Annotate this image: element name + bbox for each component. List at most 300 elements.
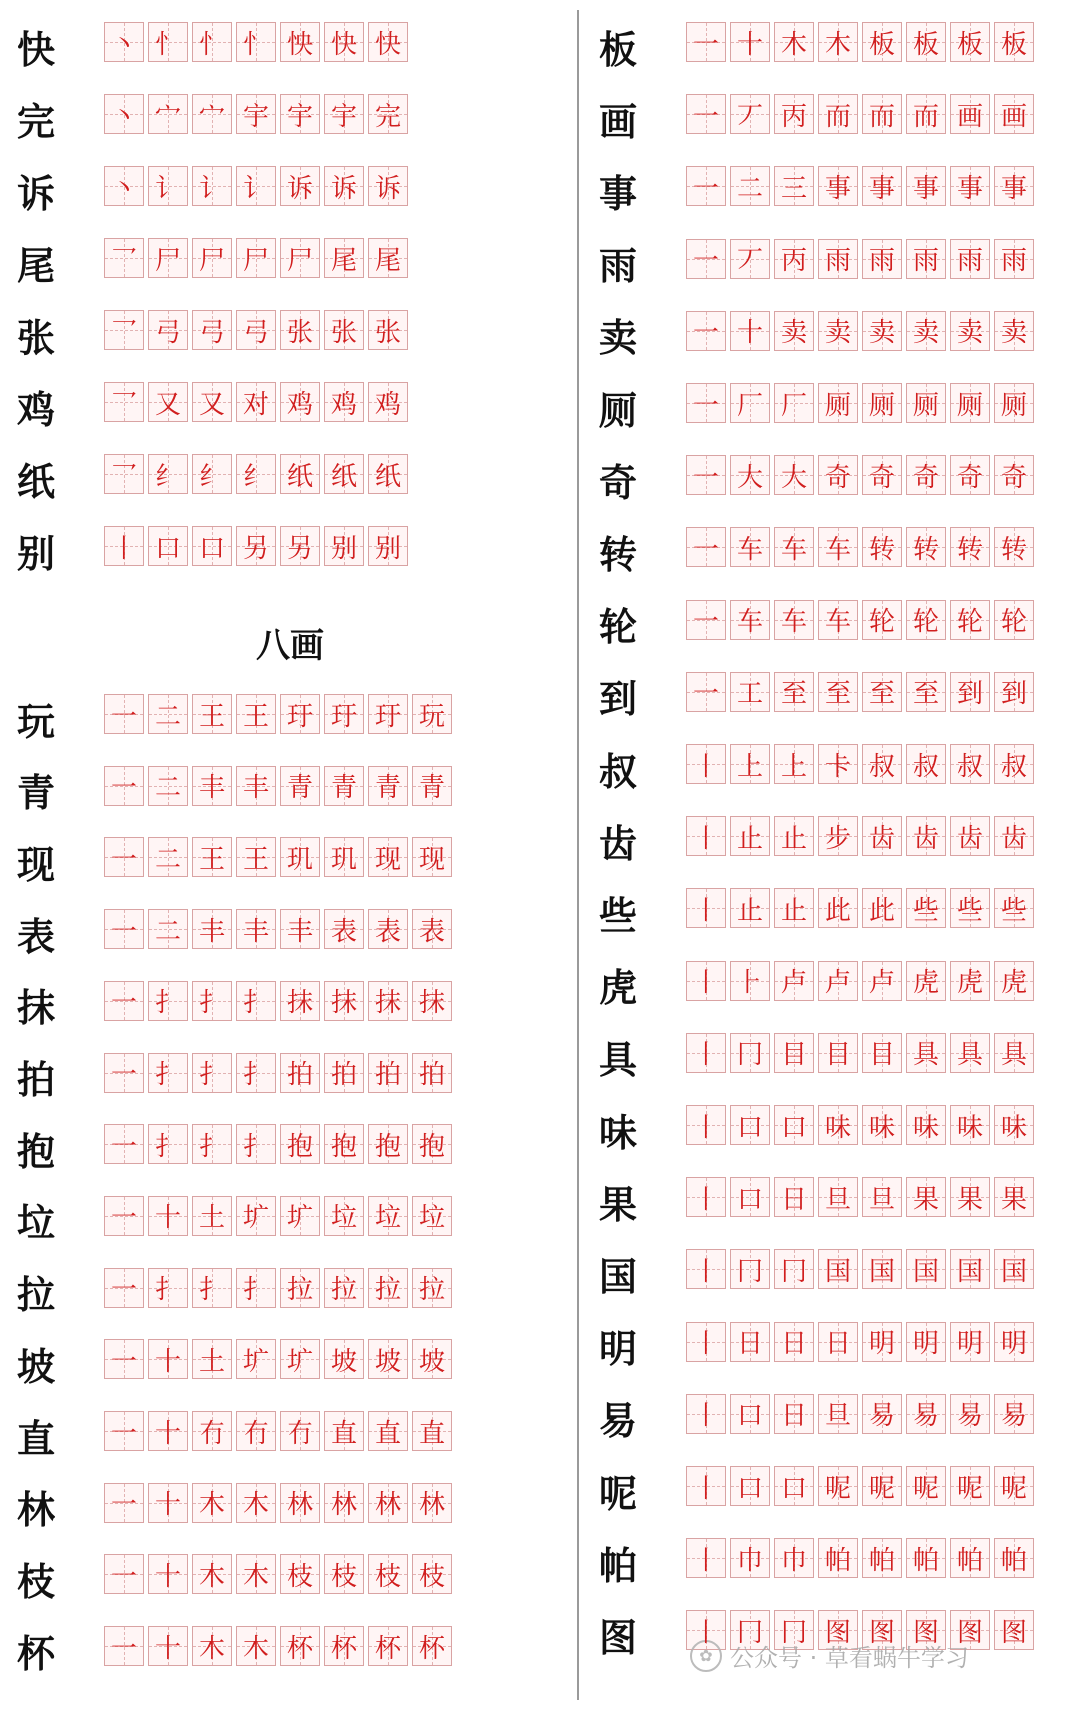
stroke-step-cell bbox=[324, 94, 364, 134]
stroke-step-glyph: 枝 bbox=[374, 1561, 401, 1592]
stroke-step-glyph: 日 bbox=[780, 1184, 807, 1215]
stroke-step-glyph: 雨 bbox=[824, 246, 851, 277]
stroke-step-glyph: 另 bbox=[286, 533, 313, 564]
stroke-step-glyph: 尸 bbox=[198, 245, 225, 276]
stroke-step-glyph: 口 bbox=[736, 1473, 763, 1504]
stroke-step-glyph: 虎 bbox=[1000, 968, 1027, 999]
stroke-step-glyph: 鸡 bbox=[330, 389, 357, 420]
stroke-step-cell bbox=[148, 94, 188, 134]
stroke-step-cell bbox=[730, 166, 770, 206]
stroke-step-glyph: 口 bbox=[736, 1401, 763, 1432]
stroke-order-grid bbox=[104, 694, 456, 734]
stroke-step-cell bbox=[368, 694, 408, 734]
stroke-step-cell bbox=[686, 1538, 726, 1578]
stroke-step-glyph: 一 bbox=[692, 534, 719, 565]
stroke-step-glyph: 齿 bbox=[1000, 823, 1027, 854]
stroke-step-cell bbox=[730, 600, 770, 640]
stroke-step-cell bbox=[950, 1177, 990, 1217]
stroke-step-cell bbox=[686, 1249, 726, 1289]
stroke-step-glyph: 玗 bbox=[374, 701, 401, 732]
stroke-step-glyph: 日 bbox=[780, 1329, 807, 1360]
stroke-step-glyph: 转 bbox=[912, 534, 939, 565]
stroke-step-cell bbox=[148, 1554, 188, 1594]
stroke-step-cell bbox=[862, 1105, 902, 1145]
stroke-step-cell bbox=[236, 382, 276, 422]
char-row bbox=[586, 1025, 1080, 1089]
stroke-step-glyph: 止 bbox=[736, 895, 763, 926]
stroke-step-cell bbox=[148, 1339, 188, 1379]
stroke-step-cell bbox=[686, 166, 726, 206]
stroke-step-cell bbox=[950, 1249, 990, 1289]
stroke-step-glyph: 味 bbox=[868, 1112, 895, 1143]
char-row bbox=[586, 953, 1080, 1017]
stroke-step-glyph: 二 bbox=[736, 173, 763, 204]
stroke-step-cell bbox=[686, 527, 726, 567]
stroke-step-cell bbox=[368, 837, 408, 877]
stroke-step-cell bbox=[950, 527, 990, 567]
stroke-step-glyph: 冂 bbox=[736, 1256, 763, 1287]
stroke-step-glyph: 忄 bbox=[154, 29, 181, 60]
stroke-step-cell bbox=[774, 1105, 814, 1145]
stroke-step-glyph: 日 bbox=[780, 1401, 807, 1432]
character-label: 完 bbox=[16, 98, 55, 144]
stroke-step-cell bbox=[104, 981, 144, 1021]
stroke-step-glyph: 丆 bbox=[736, 246, 763, 277]
stroke-step-glyph: 日 bbox=[736, 1329, 763, 1360]
stroke-step-glyph: 纟 bbox=[242, 461, 269, 492]
stroke-step-glyph: 扌 bbox=[198, 1275, 225, 1306]
stroke-step-glyph: 纟 bbox=[198, 461, 225, 492]
stroke-step-cell bbox=[104, 1053, 144, 1093]
stroke-step-glyph: 齿 bbox=[868, 823, 895, 854]
stroke-step-glyph: 一 bbox=[110, 773, 137, 804]
stroke-step-cell bbox=[686, 672, 726, 712]
stroke-step-glyph: 图 bbox=[824, 1617, 851, 1648]
character-label: 诉 bbox=[16, 170, 55, 216]
stroke-step-glyph: 冂 bbox=[780, 1617, 807, 1648]
stroke-step-cell bbox=[104, 238, 144, 278]
char-row bbox=[4, 686, 579, 750]
stroke-step-cell bbox=[192, 1411, 232, 1451]
stroke-order-grid bbox=[104, 1196, 456, 1236]
stroke-step-glyph: 口 bbox=[736, 1112, 763, 1143]
stroke-step-cell bbox=[994, 1105, 1034, 1145]
stroke-step-glyph: 一 bbox=[110, 1490, 137, 1521]
stroke-step-glyph: 一 bbox=[692, 390, 719, 421]
stroke-step-glyph: 二 bbox=[154, 916, 181, 947]
stroke-step-cell bbox=[148, 454, 188, 494]
stroke-step-cell bbox=[818, 888, 858, 928]
character-label: 明 bbox=[598, 1326, 637, 1372]
stroke-step-cell bbox=[994, 1033, 1034, 1073]
stroke-step-glyph: 一 bbox=[110, 1060, 137, 1090]
character-label: 坡 bbox=[16, 1343, 55, 1389]
stroke-step-cell bbox=[862, 239, 902, 279]
stroke-step-cell bbox=[950, 239, 990, 279]
stroke-step-cell bbox=[730, 1394, 770, 1434]
stroke-step-glyph: 呢 bbox=[912, 1473, 939, 1504]
stroke-step-cell bbox=[862, 455, 902, 495]
stroke-step-cell bbox=[862, 888, 902, 928]
stroke-step-glyph: 虎 bbox=[912, 968, 939, 999]
char-row bbox=[586, 86, 1080, 150]
stroke-step-cell bbox=[774, 1033, 814, 1073]
stroke-step-glyph: 目 bbox=[868, 1040, 895, 1071]
stroke-step-cell bbox=[280, 1196, 320, 1236]
stroke-step-cell bbox=[730, 816, 770, 856]
stroke-step-cell bbox=[950, 383, 990, 423]
stroke-step-cell bbox=[774, 1538, 814, 1578]
stroke-step-glyph: 厕 bbox=[824, 390, 851, 421]
stroke-step-cell bbox=[280, 909, 320, 949]
stroke-step-glyph: 奇 bbox=[824, 462, 851, 493]
stroke-step-cell bbox=[104, 166, 144, 206]
character-label: 轮 bbox=[598, 604, 637, 650]
stroke-step-cell bbox=[862, 1394, 902, 1434]
stroke-step-cell bbox=[324, 238, 364, 278]
stroke-step-cell bbox=[148, 310, 188, 350]
stroke-step-glyph: 冇 bbox=[198, 1418, 225, 1449]
stroke-step-cell bbox=[774, 600, 814, 640]
stroke-step-cell bbox=[192, 1053, 232, 1093]
character-label: 鸡 bbox=[16, 386, 55, 432]
stroke-order-grid bbox=[686, 1105, 1038, 1145]
stroke-step-cell bbox=[412, 694, 452, 734]
stroke-step-cell bbox=[906, 166, 946, 206]
stroke-step-glyph: 些 bbox=[956, 895, 983, 926]
stroke-step-cell bbox=[994, 1177, 1034, 1217]
stroke-step-glyph: 一 bbox=[110, 988, 137, 1019]
stroke-step-glyph: 十 bbox=[154, 1490, 181, 1521]
stroke-order-grid bbox=[686, 94, 1038, 134]
stroke-step-cell bbox=[104, 1339, 144, 1379]
stroke-step-glyph: 板 bbox=[912, 29, 939, 60]
character-label: 抹 bbox=[16, 985, 55, 1031]
stroke-step-glyph: 林 bbox=[418, 1490, 445, 1521]
stroke-step-glyph: 此 bbox=[824, 895, 851, 926]
stroke-step-glyph: 帕 bbox=[824, 1545, 851, 1576]
char-row bbox=[586, 375, 1080, 439]
stroke-step-glyph: 丰 bbox=[242, 916, 269, 947]
stroke-order-grid bbox=[686, 383, 1038, 423]
stroke-step-cell bbox=[368, 1483, 408, 1523]
stroke-step-cell bbox=[730, 744, 770, 784]
stroke-order-grid bbox=[686, 239, 1038, 279]
stroke-step-glyph: 玗 bbox=[286, 701, 313, 732]
stroke-step-glyph: 卖 bbox=[868, 318, 895, 349]
character-label: 枝 bbox=[16, 1558, 55, 1604]
stroke-step-glyph: 丨 bbox=[692, 895, 719, 926]
stroke-step-cell bbox=[148, 837, 188, 877]
character-label: 现 bbox=[16, 841, 55, 887]
stroke-step-cell bbox=[906, 1249, 946, 1289]
stroke-step-glyph: 一 bbox=[110, 1275, 137, 1306]
stroke-step-cell bbox=[906, 1105, 946, 1145]
stroke-step-glyph: 垃 bbox=[330, 1203, 357, 1234]
character-label: 易 bbox=[598, 1398, 637, 1444]
stroke-step-glyph: 口 bbox=[736, 1184, 763, 1215]
stroke-step-glyph: 工 bbox=[736, 679, 763, 710]
stroke-step-cell bbox=[686, 311, 726, 351]
stroke-step-glyph: 车 bbox=[780, 607, 807, 638]
stroke-step-cell bbox=[950, 1394, 990, 1434]
stroke-step-cell bbox=[686, 1033, 726, 1073]
stroke-step-glyph: 巾 bbox=[736, 1545, 763, 1576]
stroke-step-cell bbox=[686, 888, 726, 928]
stroke-step-cell bbox=[148, 694, 188, 734]
stroke-step-cell bbox=[324, 22, 364, 62]
stroke-step-cell bbox=[368, 526, 408, 566]
stroke-step-cell bbox=[104, 1268, 144, 1308]
stroke-step-glyph: 抹 bbox=[330, 988, 357, 1019]
stroke-step-cell bbox=[730, 1033, 770, 1073]
stroke-step-glyph: 冂 bbox=[736, 1617, 763, 1648]
stroke-step-glyph: 厕 bbox=[1000, 390, 1027, 421]
stroke-step-glyph: 易 bbox=[912, 1401, 939, 1432]
stroke-step-glyph: 卢 bbox=[868, 968, 895, 999]
stroke-order-grid bbox=[686, 1249, 1038, 1289]
stroke-step-glyph: 至 bbox=[824, 679, 851, 710]
stroke-order-grid bbox=[686, 455, 1038, 495]
stroke-step-cell bbox=[774, 1394, 814, 1434]
stroke-step-cell bbox=[950, 166, 990, 206]
stroke-step-glyph: 杯 bbox=[330, 1633, 357, 1664]
stroke-step-glyph: 玑 bbox=[330, 844, 357, 875]
character-label: 表 bbox=[16, 913, 55, 959]
stroke-step-cell bbox=[368, 22, 408, 62]
stroke-step-cell bbox=[862, 1033, 902, 1073]
stroke-step-cell bbox=[192, 22, 232, 62]
stroke-step-glyph: 弓 bbox=[154, 317, 181, 348]
stroke-step-glyph: 板 bbox=[868, 29, 895, 60]
stroke-step-cell bbox=[324, 1554, 364, 1594]
stroke-step-glyph: 纟 bbox=[154, 461, 181, 492]
char-row bbox=[4, 158, 579, 222]
stroke-step-glyph: 口 bbox=[780, 1112, 807, 1143]
character-label: 杯 bbox=[16, 1630, 55, 1676]
stroke-step-glyph: 易 bbox=[1000, 1401, 1027, 1432]
stroke-step-glyph: 丨 bbox=[692, 1184, 719, 1215]
char-row bbox=[4, 374, 579, 438]
char-row bbox=[586, 664, 1080, 728]
stroke-step-cell bbox=[412, 1339, 452, 1379]
character-label: 到 bbox=[598, 676, 637, 722]
stroke-step-glyph: 车 bbox=[736, 534, 763, 565]
stroke-step-cell bbox=[236, 1268, 276, 1308]
stroke-step-cell bbox=[774, 22, 814, 62]
stroke-step-cell bbox=[862, 816, 902, 856]
stroke-order-grid bbox=[104, 1626, 456, 1666]
stroke-step-glyph: 抱 bbox=[330, 1131, 357, 1162]
stroke-step-cell bbox=[236, 1626, 276, 1666]
stroke-step-cell bbox=[280, 526, 320, 566]
stroke-step-glyph: 抱 bbox=[286, 1131, 313, 1162]
stroke-step-glyph: 尾 bbox=[374, 245, 401, 276]
character-label: 抱 bbox=[16, 1128, 55, 1174]
character-label: 拉 bbox=[16, 1272, 55, 1318]
char-row bbox=[586, 808, 1080, 872]
character-label: 具 bbox=[598, 1037, 637, 1083]
stroke-step-cell bbox=[730, 527, 770, 567]
stroke-step-cell bbox=[280, 94, 320, 134]
stroke-step-cell bbox=[818, 1105, 858, 1145]
stroke-step-cell bbox=[950, 1105, 990, 1145]
stroke-step-cell bbox=[818, 672, 858, 712]
stroke-step-cell bbox=[280, 1339, 320, 1379]
stroke-step-cell bbox=[192, 238, 232, 278]
stroke-step-glyph: 冇 bbox=[286, 1418, 313, 1449]
stroke-step-glyph: 帕 bbox=[956, 1545, 983, 1576]
stroke-step-cell bbox=[192, 1554, 232, 1594]
stroke-step-cell bbox=[280, 1411, 320, 1451]
section-title-eight-strokes: 八画 bbox=[256, 626, 324, 666]
stroke-order-grid bbox=[104, 981, 456, 1021]
stroke-order-grid bbox=[686, 527, 1038, 567]
stroke-step-cell bbox=[104, 1196, 144, 1236]
stroke-step-glyph: 三 bbox=[780, 173, 807, 204]
stroke-step-glyph: 现 bbox=[418, 844, 445, 875]
stroke-step-glyph: 杯 bbox=[374, 1633, 401, 1664]
stroke-step-cell bbox=[148, 526, 188, 566]
stroke-step-glyph: 易 bbox=[868, 1401, 895, 1432]
stroke-step-glyph: 板 bbox=[1000, 29, 1027, 60]
char-row bbox=[586, 880, 1080, 944]
stroke-step-glyph: 一 bbox=[692, 101, 719, 132]
stroke-step-cell bbox=[818, 166, 858, 206]
char-row bbox=[586, 736, 1080, 800]
stroke-step-glyph: 丶 bbox=[110, 101, 137, 132]
stroke-step-cell bbox=[818, 239, 858, 279]
character-label: 拍 bbox=[16, 1057, 55, 1102]
stroke-step-glyph: 旦 bbox=[824, 1184, 851, 1215]
stroke-step-glyph: 弓 bbox=[198, 317, 225, 348]
stroke-step-cell bbox=[324, 981, 364, 1021]
stroke-step-cell bbox=[774, 311, 814, 351]
stroke-step-glyph: 一 bbox=[110, 1131, 137, 1162]
stroke-step-glyph: 转 bbox=[1000, 534, 1027, 565]
stroke-step-glyph: 拍 bbox=[330, 1060, 357, 1090]
stroke-order-grid bbox=[686, 672, 1038, 712]
char-row bbox=[586, 303, 1080, 367]
stroke-step-glyph: 枝 bbox=[330, 1561, 357, 1592]
character-label: 别 bbox=[16, 530, 55, 576]
stroke-order-grid bbox=[104, 1554, 456, 1594]
stroke-step-cell bbox=[236, 454, 276, 494]
stroke-step-glyph: 画 bbox=[956, 101, 983, 132]
stroke-step-glyph: 冂 bbox=[780, 1256, 807, 1287]
stroke-step-cell bbox=[686, 961, 726, 1001]
stroke-step-cell bbox=[324, 766, 364, 806]
stroke-step-cell bbox=[368, 1196, 408, 1236]
char-row bbox=[4, 1618, 579, 1682]
stroke-step-cell bbox=[818, 1466, 858, 1506]
stroke-step-cell bbox=[368, 1053, 408, 1093]
stroke-step-glyph: 弓 bbox=[242, 317, 269, 348]
stroke-step-cell bbox=[774, 672, 814, 712]
stroke-step-cell bbox=[148, 1411, 188, 1451]
char-row bbox=[4, 518, 579, 582]
stroke-order-grid bbox=[104, 310, 412, 350]
stroke-order-grid bbox=[104, 1053, 456, 1093]
stroke-step-cell bbox=[236, 766, 276, 806]
stroke-step-glyph: 卢 bbox=[780, 968, 807, 999]
stroke-step-glyph: 国 bbox=[912, 1256, 939, 1287]
stroke-step-cell bbox=[950, 1322, 990, 1362]
char-row bbox=[4, 1403, 579, 1467]
stroke-step-cell bbox=[862, 166, 902, 206]
stroke-step-cell bbox=[236, 166, 276, 206]
stroke-step-cell bbox=[192, 94, 232, 134]
stroke-step-glyph: 忄 bbox=[198, 29, 225, 60]
stroke-step-glyph: 青 bbox=[418, 773, 445, 804]
stroke-step-glyph: 些 bbox=[1000, 895, 1027, 926]
stroke-step-glyph: 而 bbox=[912, 101, 939, 132]
stroke-step-cell bbox=[950, 1610, 990, 1650]
stroke-step-glyph: 国 bbox=[824, 1256, 851, 1287]
stroke-order-grid bbox=[104, 1411, 456, 1451]
stroke-step-glyph: 事 bbox=[956, 173, 983, 204]
stroke-step-cell bbox=[104, 1626, 144, 1666]
stroke-step-glyph: 枝 bbox=[418, 1561, 445, 1592]
stroke-step-glyph: 呢 bbox=[824, 1473, 851, 1504]
stroke-order-grid bbox=[686, 600, 1038, 640]
stroke-step-glyph: 叔 bbox=[868, 751, 895, 782]
stroke-step-cell bbox=[236, 1411, 276, 1451]
stroke-step-glyph: 拉 bbox=[418, 1275, 445, 1306]
stroke-step-cell bbox=[368, 1554, 408, 1594]
stroke-step-cell bbox=[148, 1483, 188, 1523]
stroke-step-cell bbox=[148, 1053, 188, 1093]
stroke-step-cell bbox=[192, 1483, 232, 1523]
char-row bbox=[4, 758, 579, 822]
stroke-step-cell bbox=[906, 22, 946, 62]
stroke-step-cell bbox=[862, 22, 902, 62]
stroke-step-glyph: 果 bbox=[956, 1184, 983, 1215]
stroke-step-cell bbox=[686, 455, 726, 495]
stroke-step-cell bbox=[730, 22, 770, 62]
stroke-step-glyph: 车 bbox=[824, 607, 851, 638]
stroke-order-grid bbox=[104, 94, 412, 134]
stroke-step-glyph: 坡 bbox=[374, 1346, 401, 1377]
stroke-step-cell bbox=[994, 1538, 1034, 1578]
stroke-step-cell bbox=[324, 166, 364, 206]
stroke-step-glyph: 一 bbox=[692, 318, 719, 349]
stroke-step-glyph: 拉 bbox=[374, 1275, 401, 1306]
wechat-icon: ✿ bbox=[690, 1640, 722, 1672]
stroke-step-cell bbox=[236, 1339, 276, 1379]
stroke-step-glyph: 别 bbox=[330, 533, 357, 564]
stroke-step-cell bbox=[192, 1339, 232, 1379]
character-label: 垃 bbox=[16, 1200, 55, 1246]
stroke-step-cell bbox=[994, 455, 1034, 495]
stroke-step-cell bbox=[236, 909, 276, 949]
stroke-step-glyph: 宇 bbox=[242, 101, 269, 132]
stroke-step-cell bbox=[148, 766, 188, 806]
stroke-step-cell bbox=[818, 1322, 858, 1362]
stroke-step-glyph: 又 bbox=[154, 389, 181, 420]
stroke-step-cell bbox=[412, 1053, 452, 1093]
stroke-step-glyph: 到 bbox=[956, 679, 983, 710]
stroke-step-cell bbox=[324, 526, 364, 566]
stroke-step-glyph: 事 bbox=[824, 173, 851, 204]
stroke-order-grid bbox=[104, 766, 456, 806]
stroke-step-glyph: 厕 bbox=[868, 390, 895, 421]
stroke-step-glyph: 一 bbox=[692, 246, 719, 277]
stroke-step-glyph: 丆 bbox=[736, 101, 763, 132]
stroke-step-glyph: 直 bbox=[374, 1418, 401, 1449]
stroke-step-cell bbox=[730, 455, 770, 495]
stroke-step-glyph: 拍 bbox=[286, 1060, 313, 1090]
